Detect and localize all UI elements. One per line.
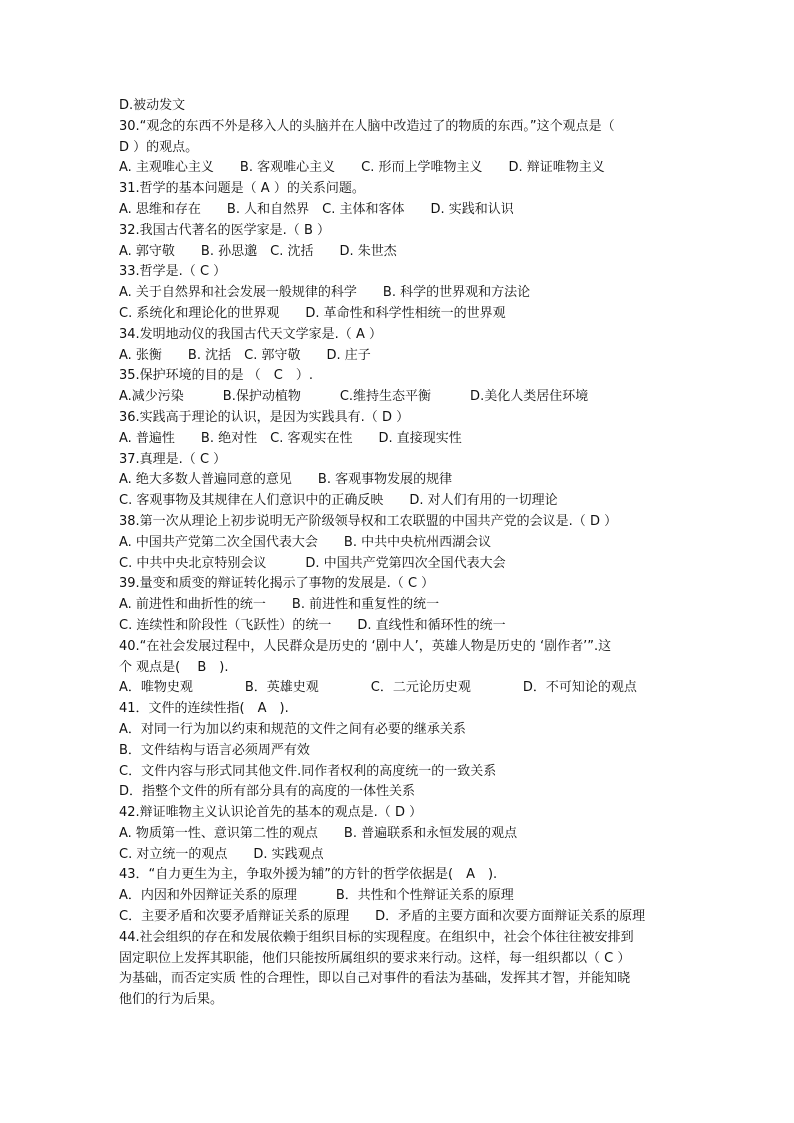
question-31-stem: 31.哲学的基本问题是（ A ）的关系问题。 [119, 181, 365, 197]
question-42-options-ab: A. 物质第一性、意识第二性的观点 B. 普遍联系和永恒发展的观点 [119, 825, 518, 841]
question-44-stem-1: 44.社会组织的存在和发展依赖于组织目标的实现程度。在组织中，社会个体往往被安排到 [119, 929, 634, 945]
document-body [119, 96, 679, 1011]
question-42-options-cd: C. 对立统一的观点 D. 实践观点 [119, 846, 324, 862]
question-37-options-cd: C. 客观事物及其规律在人们意识中的正确反映 D. 对人们有用的一切理论 [119, 493, 558, 509]
question-41-option-d: D．指整个文件的所有部分具有的高度的一体性关系 [119, 784, 416, 800]
question-33-options-cd: C. 系统化和理论化的世界观 D. 革命性和科学性相统一的世界观 [119, 305, 506, 321]
question-34-options: A. 张衡 B. 沈括 C. 郭守敬 D. 庄子 [119, 347, 371, 363]
question-41-stem: 41．文件的连续性指( A ). [119, 701, 289, 717]
question-30-options: A. 主观唯心主义 B. 客观唯心主义 C. 形而上学唯物主义 D. 辩证唯物主义 [119, 160, 605, 176]
question-44-stem-2: 固定职位上发挥其职能，他们只能按所属组织的要求来行动。这样，每一组织都以（ C ） [119, 950, 631, 966]
question-37-stem: 37.真理是.（ C ） [119, 451, 227, 467]
question-35-stem: 35.保护环境的目的是 （ C ）. [119, 368, 314, 384]
question-30-stem: 30.“观念的东西不外是移入人的头脑并在人脑中改造过了的物质的东西。”这个观点是（ [119, 118, 615, 134]
question-44-stem-4: 他们的行为后果。 [119, 992, 224, 1008]
question-40-stem-cont: 个 观点是( B ). [119, 659, 229, 675]
question-42-stem: 42.辩证唯物主义认识论首先的基本的观点是.（ D ） [119, 805, 423, 821]
question-34-stem: 34.发明地动仪的我国古代天文学家是.（ A ） [119, 326, 382, 342]
question-40-options: A．唯物史观 B．英雄史观 C．二元论历史观 D．不可知论的观点 [119, 680, 637, 696]
question-44-stem-3: 为基础，而否定实质 性的合理性，即以自己对事件的看法为基础，发挥其才智，并能知晓 [119, 971, 631, 987]
question-32-options: A. 郭守敬 B. 孙思邈 C. 沈括 D. 朱世杰 [119, 243, 397, 259]
question-40-stem: 40.“在社会发展过程中，人民群众是历史的 ‘剧中人’，英雄人物是历史的 ‘剧作者’”.这 [119, 638, 612, 654]
question-32-stem: 32.我国古代著名的医学家是.（ B ） [119, 222, 330, 238]
question-43-options-ab: A．内因和外因辩证关系的原理 B．共性和个性辩证关系的原理 [119, 888, 514, 904]
question-41-option-b: B．文件结构与语言必须周严有效 [119, 742, 310, 758]
question-36-stem: 36.实践高于理论的认识，是因为实践具有.（ D ） [119, 409, 410, 425]
question-43-options-cd: C．主要矛盾和次要矛盾辩证关系的原理 D．矛盾的主要方面和次要方面辩证关系的原理 [119, 909, 646, 925]
question-31-options: A. 思维和存在 B. 人和自然界 C. 主体和客体 D. 实践和认识 [119, 201, 514, 217]
question-41-option-c: C．文件内容与形式同其他文件.同作者权利的高度统一的一致关系 [119, 763, 497, 779]
question-43-stem: 43．“自力更生为主，争取外援为辅”的方针的哲学依据是( A ). [119, 867, 498, 883]
question-37-options-ab: A. 绝大多数人普遍同意的意见 B. 客观事物发展的规律 [119, 472, 453, 488]
question-39-stem: 39.量变和质变的辩证转化揭示了事物的发展是.（ C ） [119, 576, 435, 592]
text-line: D.被动发文 [119, 98, 186, 113]
question-38-options-cd: C. 中共中央北京特别会议 D. 中国共产党第四次全国代表大会 [119, 555, 506, 571]
question-39-options-ab: A. 前进性和曲折性的统一 B. 前进性和重复性的统一 [119, 597, 440, 613]
question-39-options-cd: C. 连续性和阶段性（飞跃性）的统一 D. 直线性和循环性的统一 [119, 617, 506, 633]
question-36-options: A. 普遍性 B. 绝对性 C. 客观实在性 D. 直接现实性 [119, 430, 462, 446]
question-33-options-ab: A. 关于自然界和社会发展一般规律的科学 B. 科学的世界观和方法论 [119, 285, 531, 301]
question-41-option-a: A．对同一行为加以约束和规范的文件之间有必要的继承关系 [119, 721, 466, 737]
question-35-options: A.减少污染 B.保护动植物 C.维持生态平衡 D.美化人类居住环境 [119, 389, 589, 405]
question-38-stem: 38.第一次从理论上初步说明无产阶级领导权和工农联盟的中国共产党的会议是.（ D ） [119, 513, 618, 529]
question-33-stem: 33.哲学是.（ C ） [119, 264, 227, 280]
question-30-stem-cont: D ）的观点。 [119, 139, 199, 155]
question-38-options-ab: A. 中国共产党第二次全国代表大会 B. 中共中央杭州西湖会议 [119, 534, 492, 550]
